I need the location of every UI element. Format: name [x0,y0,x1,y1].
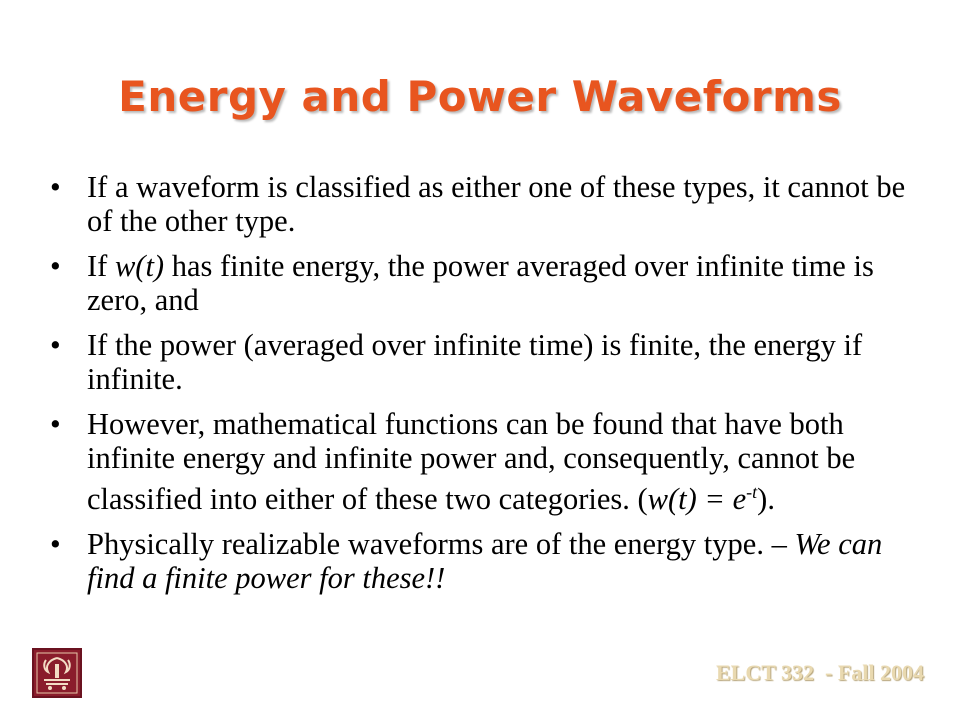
bullet-dot: • [50,170,61,204]
bullet-text: If the power (averaged over infinite time) is finite, the energy if infinite. [87,328,863,396]
bullet-text-post: ). [757,482,775,517]
bullet-dot: • [50,407,61,441]
bullet-dot: • [50,527,61,562]
bullet-text-pre: However, mathematical functions can be found that have both infinite energy and infinite power and, consequently, cannot be classified into either of these two categories. ( [87,407,856,517]
bullet-italic-note: – We can find a finite power for these!! [87,527,883,596]
bullet-dot: • [50,249,61,283]
bullet-text-pre: If [87,249,115,283]
bullet-list [50,170,910,606]
bullet-item [50,527,910,595]
footer-course-label: ELCT 332 - Fall 2004 [715,660,924,685]
bullet-text-pre: Physically realizable waveforms are of the energy type. [87,527,772,562]
bullet-item [50,407,910,516]
bullet-text: If a waveform is classified as either one of these types, it cannot be of the other type. [87,170,906,238]
bullet-dot: • [50,328,61,362]
bullet-equation-exponent: -t [746,482,758,502]
bullet-equation: w(t) = e [647,482,747,517]
bullet-text-post: has finite energy, the power averaged over infinite time is zero, and [87,249,874,317]
bullet-item [50,328,910,396]
bullet-item [50,170,910,238]
slide-title: Energy and Power Waveforms [118,72,842,121]
bullet-variable: w(t) [114,249,165,283]
university-seal-icon [32,648,82,698]
bullet-item [50,249,910,317]
